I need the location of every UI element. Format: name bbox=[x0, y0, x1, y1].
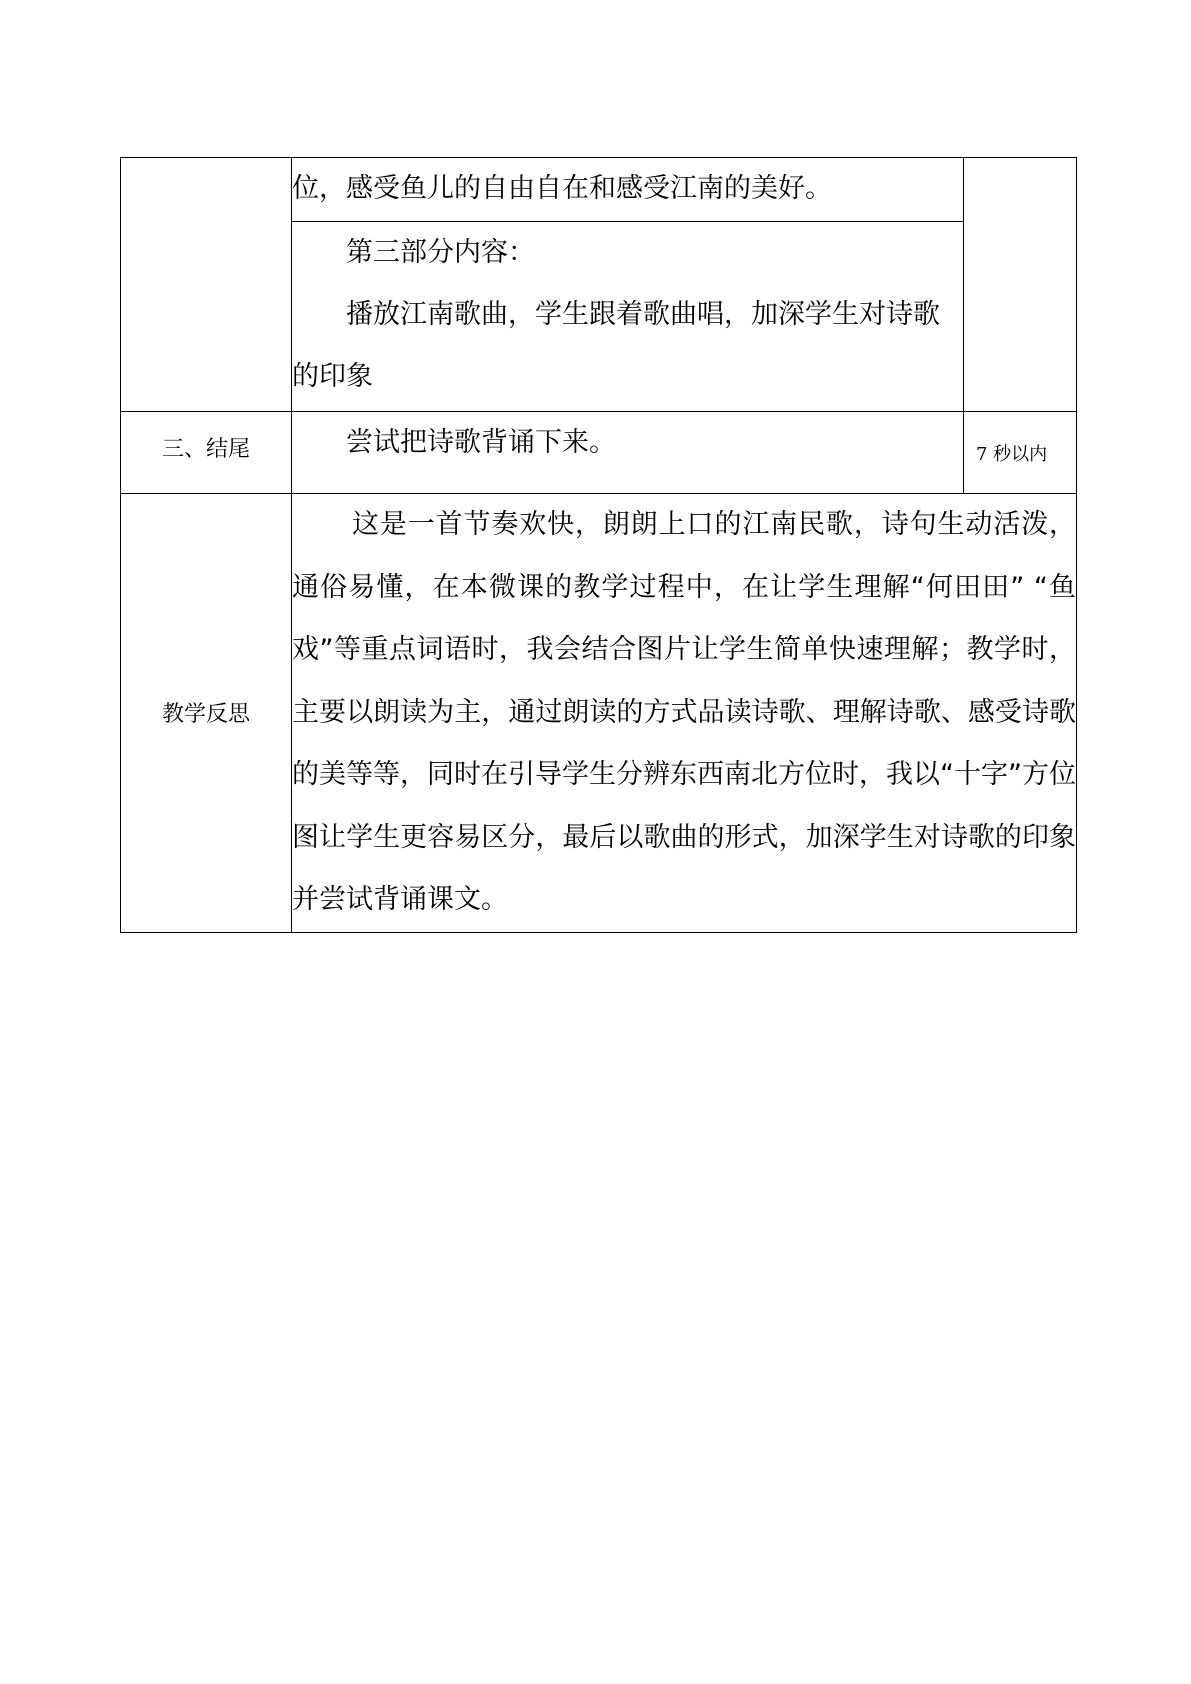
stage-label-cell bbox=[121, 158, 292, 412]
content-paragraph: 尝试把诗歌背诵下来。 bbox=[346, 427, 616, 458]
content-line: 位，感受鱼儿的自由自在和感受江南的美好。 bbox=[292, 173, 832, 204]
lesson-plan-table bbox=[120, 157, 1077, 933]
table-row bbox=[121, 494, 1077, 933]
table-row bbox=[121, 158, 1077, 222]
time-cell bbox=[964, 412, 1077, 494]
reflection-paragraph: 这是一首节奏欢快，朗朗上口的江南民歌，诗句生动活泼，通俗易懂，在本微课的教学过程中，在让学生理解“何田田” “鱼戏”等重点词语时，我会结合图片让学生简单快速理解；教学时，主要以朗读为主，通过朗读的方式品读诗歌、理解诗歌、感受诗歌的美等等，同时在引导学生分辨东西南北方位时，我以“十字”方位图让学生更容易区分，最后以歌曲的形式，加深学生对诗歌的印象并尝试背诵课文。 bbox=[292, 509, 1076, 915]
stage-label-cell bbox=[121, 412, 292, 494]
stage-label: 教学反思 bbox=[161, 702, 250, 728]
stage-label: 三、结尾 bbox=[161, 437, 250, 462]
time-cell bbox=[964, 158, 1077, 412]
content-paragraph: 播放江南歌曲，学生跟着歌曲唱，加深学生对诗歌的印象 bbox=[292, 299, 940, 392]
time-value: 7 秒以内 bbox=[976, 443, 1048, 465]
table-row bbox=[121, 412, 1077, 494]
reflection-cell bbox=[292, 494, 1077, 933]
content-cell bbox=[292, 158, 964, 222]
content-cell bbox=[292, 222, 964, 412]
content-cell bbox=[292, 412, 964, 494]
stage-label-cell bbox=[121, 494, 292, 933]
section-heading: 第三部分内容： bbox=[346, 237, 535, 268]
